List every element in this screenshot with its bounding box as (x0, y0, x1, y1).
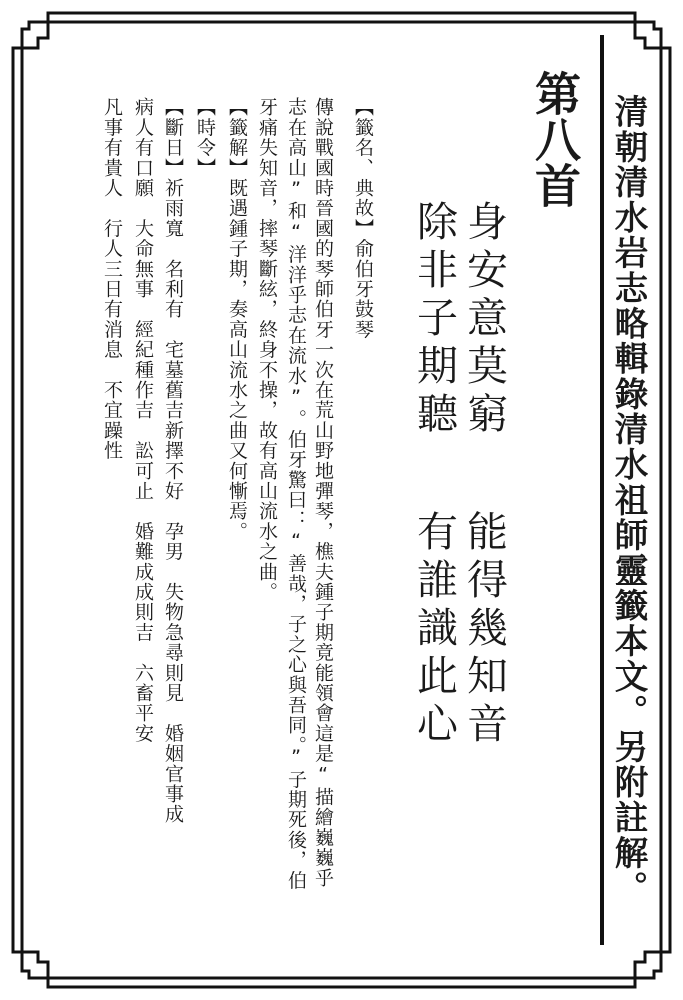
poem-line: 除非子期聽 (410, 200, 458, 440)
note-line: 【斷日】祈雨寬 名利有 宅墓舊吉新擇不好 孕男 失物急尋則見 婚姻官事成 (162, 97, 184, 825)
poem-line: 能得幾知音 (460, 510, 508, 750)
page-title: 清朝清水岩志略輯錄清水祖師靈籤本文。另附註解。 (609, 94, 648, 906)
note-line: 【時令】 (194, 97, 216, 178)
note-line: 傳說戰國時晉國的琴師伯牙一次在荒山野地彈琴，樵夫鍾子期竟能領會這是“描繪巍巍乎 (312, 97, 334, 888)
poem-line: 身安意莫窮 (460, 200, 508, 440)
note-line: 【籤解】既遇鍾子期，奏高山流水之曲又何慚焉。 (226, 97, 248, 542)
note-line: 凡事有貴人 行人三日有消息 不宜躁性 (101, 97, 123, 461)
poem-line: 有誰識此心 (410, 510, 458, 750)
note-line: 【籤名、典故】俞伯牙鼓琴 (352, 97, 374, 340)
note-line: 病人有口願 大命無事 經紀種作吉 訟可止 婚難成成則吉 六畜平安 (132, 97, 154, 744)
note-line: 志在高山”和“洋洋乎志在流水”。伯牙驚曰：“善哉，子之心與吾同。”子期死後，伯 (285, 97, 307, 891)
note-line: 牙痛失知音，摔琴斷絃，終身不操，故有高山流水之曲。 (256, 97, 278, 602)
poem-number: 第八首 (528, 70, 582, 208)
